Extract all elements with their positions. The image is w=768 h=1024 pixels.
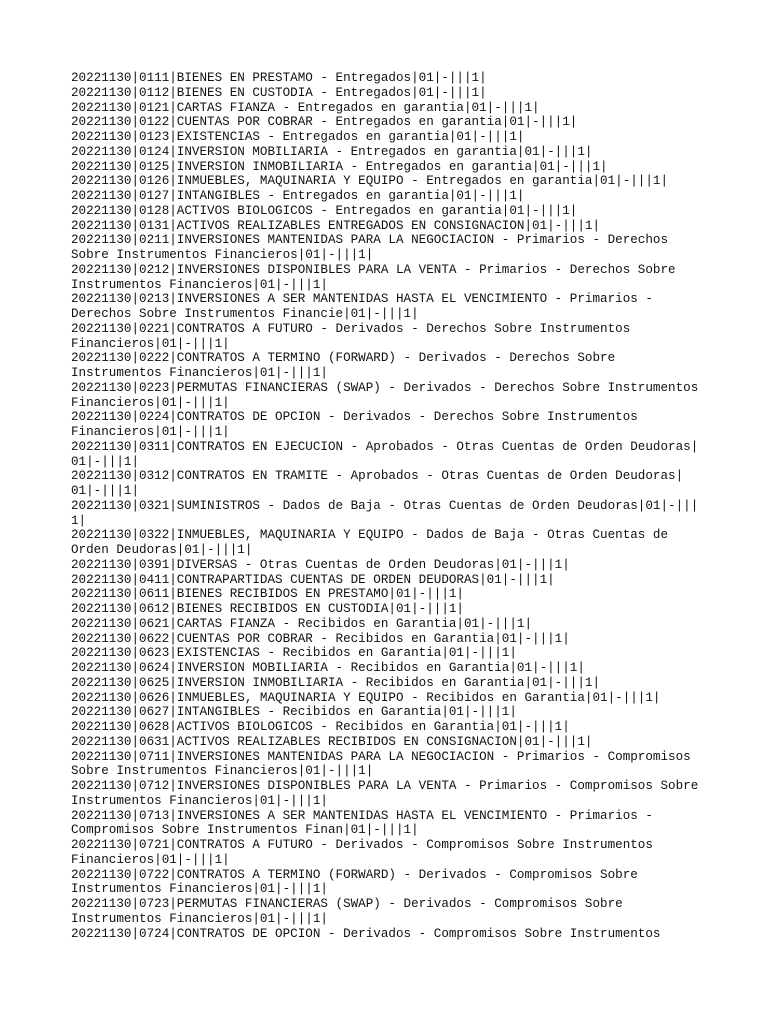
- text-line: Sobre Instrumentos Financieros|01|-|||1|: [71, 248, 374, 262]
- text-line: 20221130|0628|ACTIVOS BIOLOGICOS - Recibidos en Garantia|01|-|||1|: [71, 720, 570, 734]
- text-line: 20221130|0221|CONTRATOS A FUTURO - Derivados - Derechos Sobre Instrumentos: [71, 321, 631, 336]
- text-line: Sobre Instrumentos Financieros|01|-|||1|: [71, 764, 374, 779]
- text-line: 20221130|0126|INMUEBLES, MAQUINARIA Y EQUIPO - Entregados en garantia|01|-|||1|: [71, 174, 669, 189]
- text-line: 20221130|0724|CONTRATOS DE OPCION - Derivados - Compromisos Sobre Instrumentos: [71, 926, 661, 941]
- text-line: 20221130|0131|ACTIVOS REALIZABLES ENTREGADOS EN CONSIGNACION|01|-|||1|: [71, 218, 601, 233]
- text-line: 20221130|0128|ACTIVOS BIOLOGICOS - Entregados en garantia|01|-|||1|: [71, 203, 578, 218]
- text-line: 20221130|0312|CONTRATOS EN TRAMITE - Aprobados - Otras Cuentas de Orden Deudoras|: [71, 469, 684, 484]
- text-line: Financieros|01|-|||1|: [71, 852, 230, 867]
- text-line: 20221130|0391|DIVERSAS - Otras Cuentas de Orden Deudoras|01|-|||1|: [71, 557, 570, 572]
- text-line: Instrumentos Financieros|01|-|||1|: [71, 793, 328, 808]
- text-line: Instrumentos Financieros|01|-|||1|: [71, 366, 328, 380]
- text-line: 20221130|0122|CUENTAS POR COBRAR - Entregados en garantia|01|-|||1|: [71, 115, 578, 130]
- text-line: 20221130|0612|BIENES RECIBIDOS EN CUSTODIA|01|-|||1|: [71, 602, 464, 616]
- text-line: 20221130|0712|INVERSIONES DISPONIBLES PARA LA VENTA - Primarios - Compromisos Sobre: [71, 779, 699, 793]
- text-line: 20221130|0222|CONTRATOS A TERMINO (FORWARD) - Derivados - Derechos Sobre: [71, 351, 616, 366]
- text-line: 20221130|0311|CONTRATOS EN EJECUCION - Aprobados - Otras Cuentas de Orden Deudoras|: [71, 439, 699, 454]
- text-line: 20221130|0411|CONTRAPARTIDAS CUENTAS DE ORDEN DEUDORAS|01|-|||1|: [71, 572, 555, 587]
- text-line: 20221130|0624|INVERSION MOBILIARIA - Recibidos en Garantia|01|-|||1|: [71, 661, 585, 675]
- text-line: Instrumentos Financieros|01|-|||1|: [71, 277, 328, 292]
- text-line: 20221130|0627|INTANGIBLES - Recibidos en Garantia|01|-|||1|: [71, 705, 517, 720]
- text-line: 20221130|0121|CARTAS FIANZA - Entregados en garantia|01|-|||1|: [71, 100, 540, 115]
- text-line: Orden Deudoras|01|-|||1|: [71, 543, 253, 557]
- text-line: 20221130|0626|INMUEBLES, MAQUINARIA Y EQUIPO - Recibidos en Garantia|01|-|||1|: [71, 690, 661, 705]
- text-line: 20221130|0623|EXISTENCIAS - Recibidos en Garantia|01|-|||1|: [71, 646, 517, 661]
- text-line: 20221130|0622|CUENTAS POR COBRAR - Recibidos en Garantia|01|-|||1|: [71, 631, 570, 646]
- text-line: 20221130|0322|INMUEBLES, MAQUINARIA Y EQUIPO - Dados de Baja - Otras Cuentas de: [71, 528, 669, 543]
- text-line: 01|-|||1|: [71, 454, 140, 469]
- text-line: Instrumentos Financieros|01|-|||1|: [71, 882, 328, 897]
- text-line: Financieros|01|-|||1|: [71, 336, 230, 351]
- text-line: 20221130|0713|INVERSIONES A SER MANTENIDAS HASTA EL VENCIMIENTO - Primarios -: [71, 808, 653, 823]
- text-line: 20221130|0223|PERMUTAS FINANCIERAS (SWAP) - Derivados - Derechos Sobre Instrumentos: [71, 380, 699, 395]
- text-line: 20221130|0631|ACTIVOS REALIZABLES RECIBIDOS EN CONSIGNACION|01|-|||1|: [71, 734, 593, 749]
- text-line: 20221130|0212|INVERSIONES DISPONIBLES PARA LA VENTA - Primarios - Derechos Sobre: [71, 262, 676, 277]
- text-line: 20221130|0723|PERMUTAS FINANCIERAS (SWAP) - Derivados - Compromisos Sobre: [71, 897, 623, 911]
- text-line: 20221130|0711|INVERSIONES MANTENIDAS PARA LA NEGOCIACION - Primarios - Compromisos: [71, 749, 691, 764]
- text-line: 20221130|0124|INVERSION MOBILIARIA - Entregados en garantia|01|-|||1|: [71, 144, 593, 159]
- text-line: 20221130|0123|EXISTENCIAS - Entregados en garantia|01|-|||1|: [71, 130, 525, 144]
- text-line: 20221130|0721|CONTRATOS A FUTURO - Derivados - Compromisos Sobre Instrumentos: [71, 838, 653, 852]
- text-line: 20221130|0625|INVERSION INMOBILIARIA - Recibidos en Garantia|01|-|||1|: [71, 675, 601, 690]
- document-text-body: [71, 71, 711, 941]
- text-line: Instrumentos Financieros|01|-|||1|: [71, 911, 328, 926]
- text-line: 20221130|0621|CARTAS FIANZA - Recibidos en Garantia|01|-|||1|: [71, 616, 533, 631]
- text-line: 20221130|0127|INTANGIBLES - Entregados en garantia|01|-|||1|: [71, 189, 525, 203]
- text-line: 20221130|0321|SUMINISTROS - Dados de Baja - Otras Cuentas de Orden Deudoras|01|-|||: [71, 498, 699, 513]
- text-line: 20221130|0611|BIENES RECIBIDOS EN PRESTAMO|01|-|||1|: [71, 587, 464, 602]
- text-line: 20221130|0112|BIENES EN CUSTODIA - Entregados|01|-|||1|: [71, 85, 487, 100]
- text-line: 20221130|0722|CONTRATOS A TERMINO (FORWARD) - Derivados - Compromisos Sobre: [71, 867, 638, 882]
- text-line: Compromisos Sobre Instrumentos Finan|01|-|||1|: [71, 823, 419, 838]
- text-line: Financieros|01|-|||1|: [71, 395, 230, 410]
- text-line: 1|: [71, 513, 87, 528]
- text-line: 20221130|0111|BIENES EN PRESTAMO - Entregados|01|-|||1|: [71, 71, 487, 85]
- text-line: 20221130|0211|INVERSIONES MANTENIDAS PARA LA NEGOCIACION - Primarios - Derechos: [71, 233, 669, 248]
- text-line: Financieros|01|-|||1|: [71, 425, 230, 439]
- text-line: 20221130|0213|INVERSIONES A SER MANTENIDAS HASTA EL VENCIMIENTO - Primarios -: [71, 292, 653, 307]
- text-line: 01|-|||1|: [71, 484, 140, 498]
- text-line: Derechos Sobre Instrumentos Financie|01|-|||1|: [71, 307, 419, 321]
- text-line: 20221130|0224|CONTRATOS DE OPCION - Derivados - Derechos Sobre Instrumentos: [71, 410, 638, 425]
- text-line: 20221130|0125|INVERSION INMOBILIARIA - Entregados en garantia|01|-|||1|: [71, 159, 608, 174]
